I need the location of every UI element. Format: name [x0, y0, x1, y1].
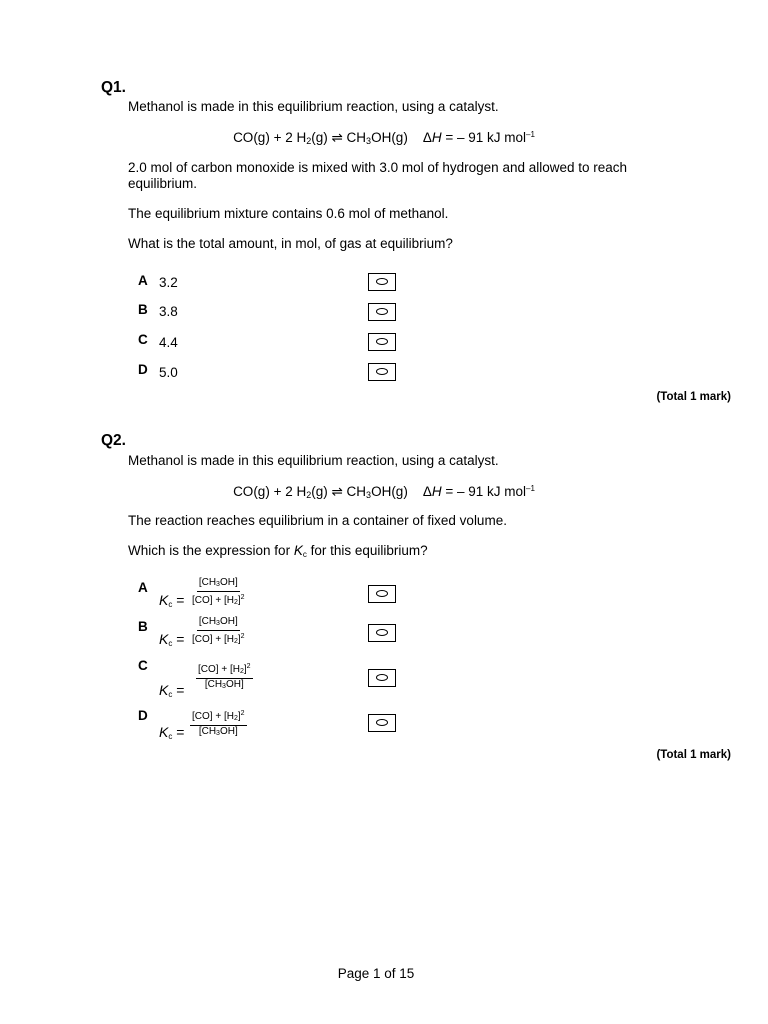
fraction-numerator: $[CH_3OH]$ [197, 577, 240, 592]
option-value: 4.4 [159, 335, 178, 350]
q2-question: Which is the expression for $K_c$ for this equilibrium? [128, 543, 428, 559]
q2-number: Q2. [101, 432, 126, 449]
answer-oval-icon [376, 629, 388, 636]
option-letter: B [138, 302, 148, 317]
answer-oval-icon [376, 308, 388, 315]
q2-equation: CO(g) + 2 $H_2(g)$ ⇌ $CH_3OH(g)$ ΔH = – 91 kJ mol$^{-1}$ [233, 484, 535, 500]
answer-oval-icon [376, 368, 388, 375]
answer-oval-icon [376, 338, 388, 345]
page-number: Page 1 of 15 [337, 966, 415, 981]
answer-oval-icon [376, 278, 388, 285]
q1-line2: The equilibrium mixture contains 0.6 mol of methanol. [128, 206, 449, 221]
answer-box[interactable] [368, 333, 396, 351]
q2-total-mark: (Total 1 mark) [656, 749, 731, 761]
option-value: 5.0 [159, 365, 178, 380]
q2-line1: The reaction reaches equilibrium in a container of fixed volume. [128, 513, 507, 528]
fraction-numerator: $[CH_3OH]$ [197, 616, 240, 631]
option-value: 3.8 [159, 304, 178, 319]
option-letter: A [138, 273, 148, 288]
kc-fraction [196, 661, 253, 693]
answer-box[interactable] [368, 714, 396, 732]
q1-total-mark: (Total 1 mark) [656, 391, 731, 403]
fraction-numerator: $[CO] + [H_2]^2$ [190, 708, 247, 726]
option-letter: D [138, 362, 148, 377]
answer-oval-icon [376, 719, 388, 726]
kc-fraction [190, 708, 247, 740]
q1-line1: 2.0 mol of carbon monoxide is mixed with 3.0 mol of hydrogen and allowed to reach equilibrium. [128, 160, 628, 191]
option-value: 3.2 [159, 275, 178, 290]
fraction-denominator: $[CH_3OH]$ [198, 726, 238, 737]
q1-number: Q1. [101, 79, 126, 96]
answer-box[interactable] [368, 363, 396, 381]
option-letter: C [138, 658, 148, 673]
option-letter: C [138, 332, 148, 347]
fraction-denominator: $[CH_3OH]$ [204, 679, 244, 690]
fraction-numerator: $[CO] + [H_2]^2$ [196, 661, 253, 679]
fraction-denominator: $[CO] + [H_2]^2$ [192, 594, 245, 606]
fraction-denominator: $[CO] + [H_2]^2$ [192, 633, 245, 645]
q1-equation: CO(g) + 2 $H_2(g)$ ⇌ $CH_3OH(g)$ ΔH = – 91 kJ mol$^{-1}$ [233, 130, 535, 146]
kc-label: $K_c$ = [159, 724, 185, 741]
answer-box[interactable] [368, 624, 396, 642]
q1-question: What is the total amount, in mol, of gas at equilibrium? [128, 236, 453, 251]
answer-oval-icon [376, 590, 388, 597]
kc-label: $K_c$ = [159, 631, 185, 648]
option-letter: D [138, 708, 148, 723]
q2-intro: Methanol is made in this equilibrium reaction, using a catalyst. [128, 453, 499, 468]
kc-fraction [190, 577, 247, 609]
answer-box[interactable] [368, 585, 396, 603]
kc-label: $K_c$ = [159, 682, 185, 699]
kc-label: $K_c$ = [159, 592, 185, 609]
answer-oval-icon [376, 674, 388, 681]
q1-intro: Methanol is made in this equilibrium reaction, using a catalyst. [128, 99, 499, 114]
option-letter: A [138, 580, 148, 595]
kc-fraction [190, 616, 247, 648]
answer-box[interactable] [368, 669, 396, 687]
answer-box[interactable] [368, 303, 396, 321]
answer-box[interactable] [368, 273, 396, 291]
option-letter: B [138, 619, 148, 634]
